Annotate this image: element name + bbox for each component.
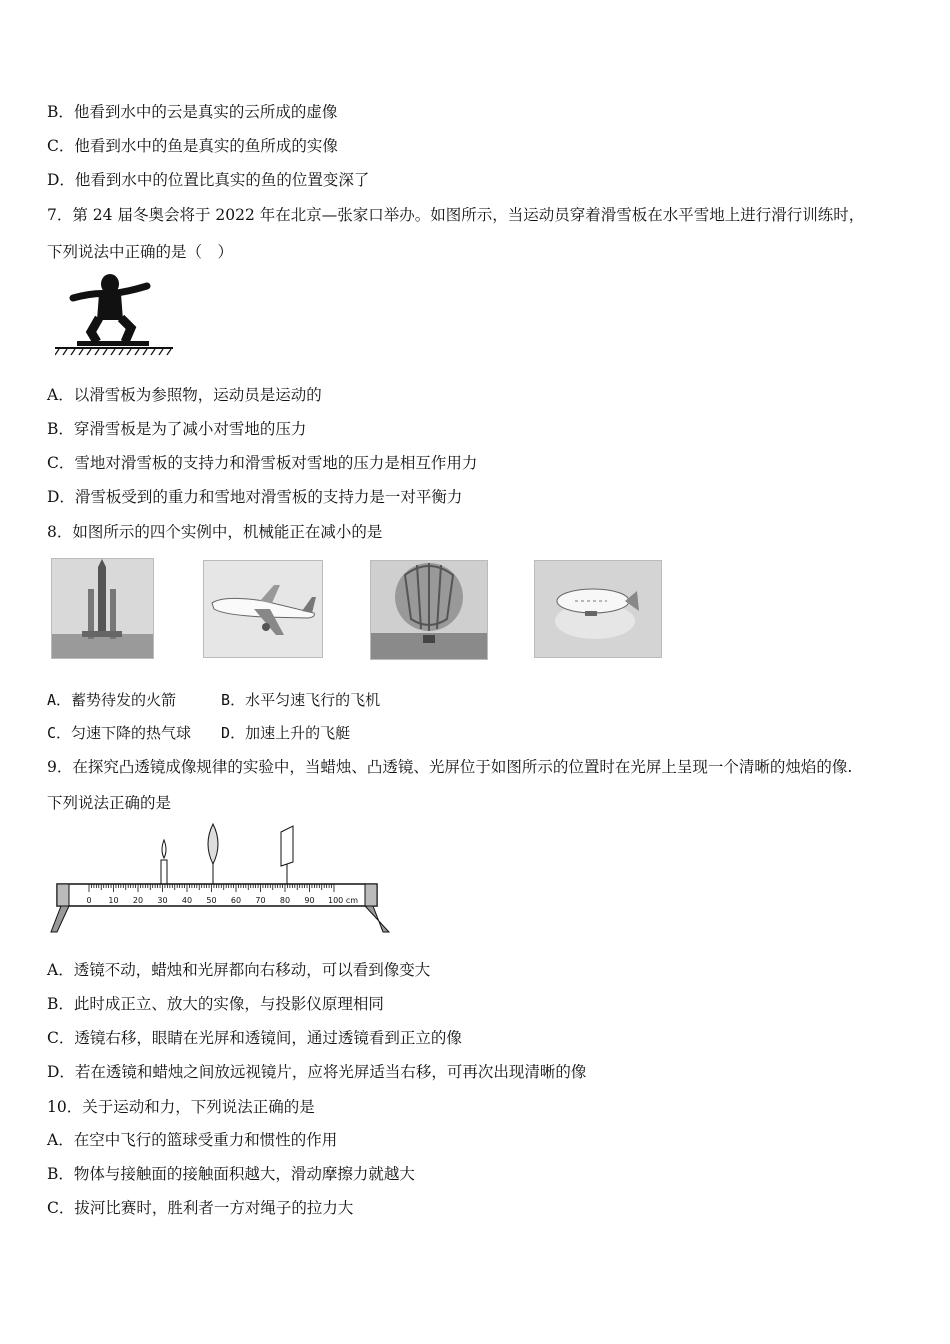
q8-options-row1: A．蓄势待发的火箭 B．水平匀速飞行的飞机	[47, 691, 381, 709]
ruler-label: 50	[206, 896, 217, 905]
q9-option-d: D．若在透镜和蜡烛之间放远视镜片，应将光屏适当右移，可再次出现清晰的像	[47, 1063, 587, 1081]
candle-icon	[161, 840, 167, 884]
q7-option-d: D．滑雪板受到的重力和雪地对滑雪板的支持力是一对平衡力	[47, 488, 463, 506]
q6-option-c: C．他看到水中的鱼是真实的鱼所成的实像	[47, 137, 338, 155]
q7-option-a: A．以滑雪板为参照物，运动员是运动的	[47, 386, 322, 404]
q9-option-c: C．透镜右移，眼睛在光屏和透镜间，通过透镜看到正立的像	[47, 1029, 462, 1047]
ruler-label: 80	[279, 896, 291, 905]
q10-option-c: C．拔河比赛时，胜利者一方对绳子的拉力大	[47, 1199, 354, 1217]
q7-option-b: B．穿滑雪板是为了减小对雪地的压力	[47, 420, 307, 438]
q7-stem-line2: 下列说法中正确的是（ ）	[47, 243, 234, 261]
q9-stem-line2: 下列说法正确的是	[47, 794, 172, 812]
rocket-photo	[51, 558, 154, 659]
q6-option-d: D．他看到水中的位置比真实的鱼的位置变深了	[47, 171, 370, 189]
ruler-label: 20	[132, 896, 144, 905]
q7-stem-line1: 7．第 24 届冬奥会将于 2022 年在北京—张家口举办。如图所示，当运动员穿着滑雪板在水平雪地上进行滑行训练时，	[47, 206, 865, 224]
q9-option-b: B．此时成正立、放大的实像，与投影仪原理相同	[47, 995, 384, 1013]
optical-bench-figure	[47, 822, 392, 937]
q10-stem: 10．关于运动和力，下列说法正确的是	[47, 1098, 315, 1116]
q9-option-a: A．透镜不动，蜡烛和光屏都向右移动，可以看到像变大	[47, 961, 431, 979]
airship-photo	[534, 560, 662, 658]
ruler-label: 30	[157, 896, 168, 905]
ruler-label: 40	[181, 896, 193, 905]
light-screen-icon	[281, 826, 293, 884]
q6-option-b: B．他看到水中的云是真实的云所成的虚像	[47, 103, 338, 121]
q10-option-b: B．物体与接触面的接触面积越大，滑动摩擦力就越大	[47, 1165, 415, 1183]
convex-lens-icon	[208, 824, 218, 884]
ruler-label: 10	[108, 896, 119, 905]
ruler-label: 70	[255, 896, 266, 905]
q8-options-row2: C．匀速下降的热气球 D．加速上升的飞艇	[47, 724, 351, 742]
q8-stem: 8．如图所示的四个实例中，机械能正在减小的是	[47, 523, 383, 541]
ruler-label: 100 cm	[328, 896, 359, 905]
ruler-label: 90	[304, 896, 315, 905]
snowboarder-figure	[55, 272, 180, 356]
q10-option-a: A．在空中飞行的篮球受重力和惯性的作用	[47, 1131, 338, 1149]
q7-option-c: C．雪地对滑雪板的支持力和滑雪板对雪地的压力是相互作用力	[47, 454, 478, 472]
ruler-label: 60	[230, 896, 242, 905]
airplane-photo	[203, 560, 323, 658]
hot-air-balloon-photo	[370, 560, 488, 660]
ruler-label: 0	[86, 896, 92, 905]
q9-stem-line1: 9．在探究凸透镜成像规律的实验中，当蜡烛、凸透镜、光屏位于如图所示的位置时在光屏上呈现一个清晰的烛焰的像.	[47, 758, 853, 776]
